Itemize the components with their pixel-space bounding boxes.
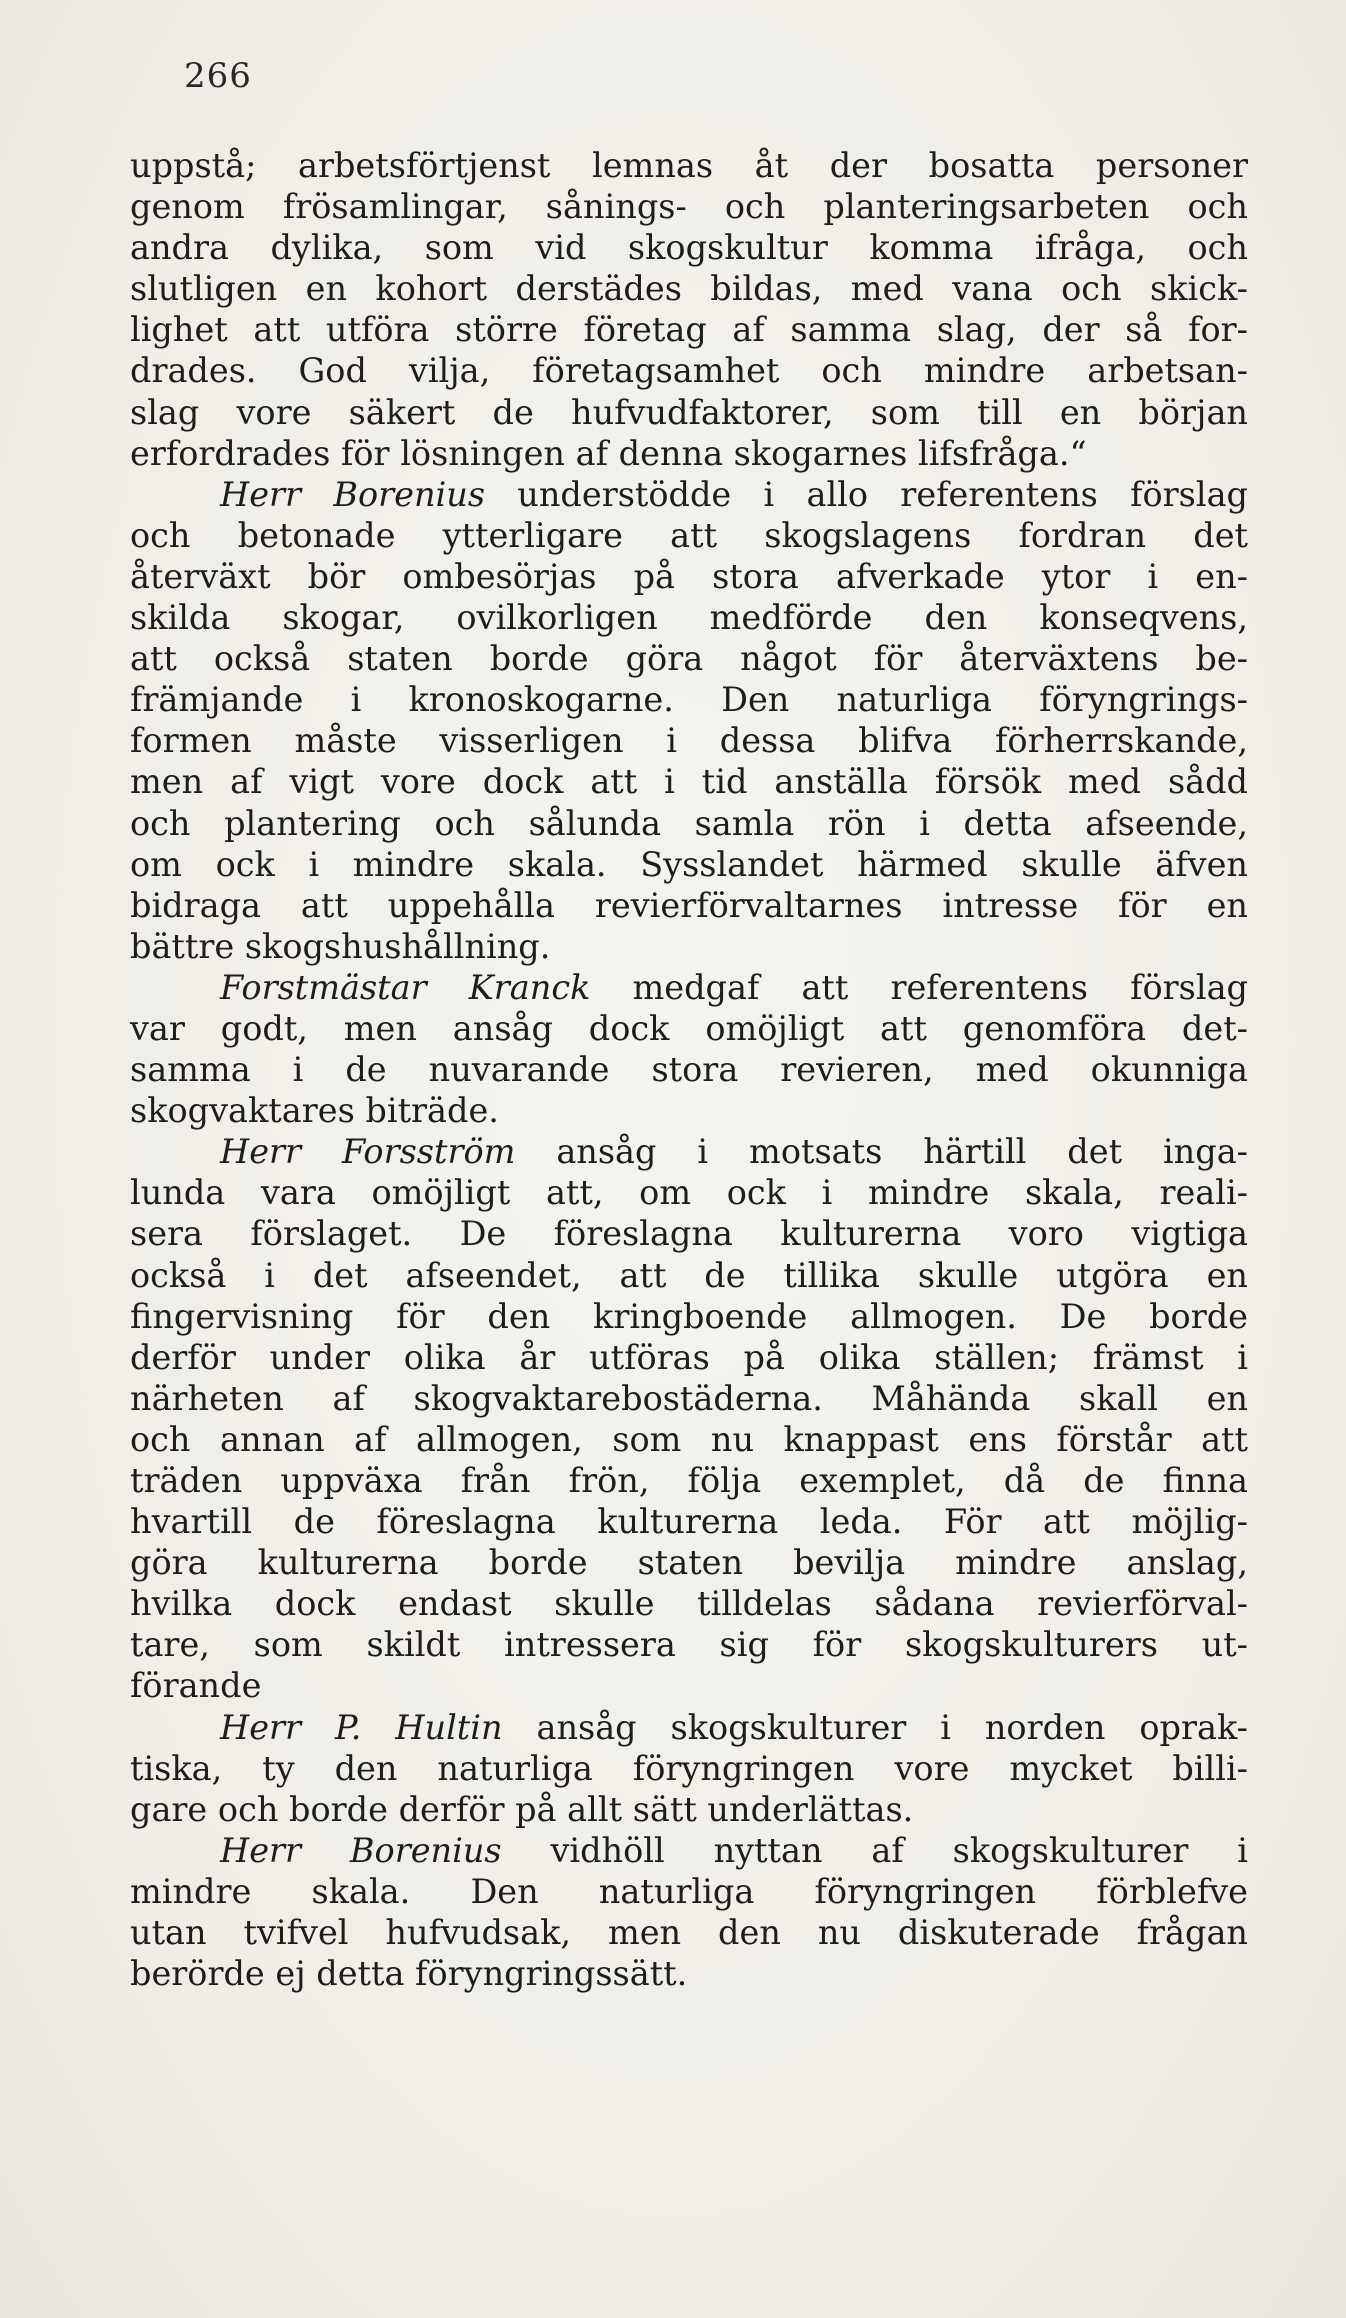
text-line (130, 761, 1248, 802)
paragraph (130, 474, 1248, 967)
text-segment: genom frösamlingar, sånings- och planteringsarbeten och (130, 187, 1248, 227)
text-line (130, 1871, 1248, 1912)
text-line (130, 679, 1248, 720)
text-segment: närheten af skogvaktarebostäderna. Måhända skall en (130, 1378, 1248, 1418)
text-line (130, 1090, 1248, 1131)
text-segment: lighet att utföra större företag af samma slag, der så for- (130, 310, 1248, 350)
text-line (130, 1542, 1248, 1583)
text-segment: andra dylika, som vid skogskultur komma ifråga, och (130, 228, 1248, 268)
text-line (130, 1131, 1248, 1172)
text-line (130, 1830, 1248, 1871)
text-line (130, 1953, 1248, 1994)
text-segment: men af vigt vore dock att i tid anställa försök med sådd (130, 762, 1248, 802)
text-line (130, 350, 1248, 391)
text-segment: bidraga att uppehålla revierförvaltarnes intresse för en (130, 885, 1248, 925)
text-line (130, 1049, 1248, 1090)
text-segment: göra kulturerna borde staten bevilja mindre anslag, (130, 1543, 1248, 1583)
text-segment: sera förslaget. De föreslagna kulturerna voro vigtiga (130, 1214, 1248, 1254)
text-line (130, 1748, 1248, 1789)
text-segment: slutligen en kohort derstädes bildas, med vana och skick- (130, 269, 1248, 309)
text-line (130, 515, 1248, 556)
text-line (130, 474, 1248, 515)
text-line (130, 1707, 1248, 1748)
text-segment: hvilka dock endast skulle tilldelas sådana revierförval- (130, 1584, 1248, 1624)
text-segment: samma i de nuvarande stora revieren, med okunniga (130, 1050, 1248, 1090)
text-segment: återväxt bör ombesörjas på stora afverkade ytor i en- (130, 556, 1248, 596)
speaker-name: Herr P. Hultin (220, 1707, 503, 1747)
text-line (130, 885, 1248, 926)
text-line (130, 597, 1248, 638)
text-segment: förande (130, 1666, 262, 1706)
text-line (130, 1460, 1248, 1501)
text-line (130, 720, 1248, 761)
text-segment: främjande i kronoskogarne. Den naturliga föryngrings- (130, 680, 1248, 720)
text-line (130, 844, 1248, 885)
text-segment: skogvaktares biträde. (130, 1091, 499, 1131)
paragraph (130, 1707, 1248, 1830)
text-segment: träden uppväxa från frön, följa exemplet, då de finna (130, 1461, 1248, 1500)
text-line (130, 1419, 1248, 1460)
text-segment: och betonade ytterligare att skogslagens fordran det (130, 515, 1248, 555)
text-segment: berörde ej detta föryngringssätt. (130, 1954, 688, 1994)
paragraph (130, 967, 1248, 1131)
text-line (130, 1296, 1248, 1337)
text-segment: understödde i allo referentens förslag (485, 474, 1248, 514)
text-segment: att också staten borde göra något för återväxtens be- (130, 639, 1248, 679)
text-segment: hvartill de föreslagna kulturerna leda. För att möjlig- (130, 1502, 1248, 1542)
text-line (130, 1912, 1248, 1953)
text-segment: tare, som skildt intressera sig för skogskulturers ut- (130, 1625, 1248, 1665)
speaker-name: Herr Borenius (220, 1830, 502, 1870)
text-segment: ansåg i motsats härtill det inga- (515, 1132, 1248, 1172)
body-text (130, 145, 1248, 1994)
text-line (130, 433, 1248, 474)
speaker-name: Herr Forsström (220, 1132, 516, 1172)
text-segment: skilda skogar, ovilkorligen medförde den konseqvens, (130, 598, 1248, 638)
text-line (130, 227, 1248, 268)
text-segment: erfordrades för lösningen af denna skogarnes lifsfråga.“ (130, 433, 1087, 473)
text-line (130, 1501, 1248, 1542)
text-segment: också i det afseendet, att de tillika skulle utgöra en (130, 1255, 1248, 1295)
text-segment: och annan af allmogen, som nu knappast ens förstår att (130, 1419, 1248, 1459)
text-segment: och plantering och sålunda samla rön i detta afseende, (130, 803, 1248, 843)
text-segment: om ock i mindre skala. Sysslandet härmed skulle äfven (130, 844, 1248, 884)
text-segment: bättre skogshushållning. (130, 926, 551, 966)
text-line (130, 556, 1248, 597)
text-segment: uppstå; arbetsförtjenst lemnas åt der bosatta personer (130, 146, 1248, 185)
text-line (130, 1337, 1248, 1378)
text-line (130, 1008, 1248, 1049)
speaker-name: Herr Borenius (220, 474, 486, 514)
paragraph (130, 145, 1248, 474)
text-segment: slag vore säkert de hufvudfaktorer, som till en början (130, 392, 1248, 432)
text-line (130, 309, 1248, 350)
text-line (130, 1255, 1248, 1296)
text-line (130, 926, 1248, 967)
text-line (130, 1624, 1248, 1665)
text-segment: vidhöll nyttan af skogskulturer i (501, 1830, 1248, 1870)
text-segment: derför under olika år utföras på olika ställen; främst i (130, 1337, 1248, 1377)
text-line (130, 1583, 1248, 1624)
text-line (130, 638, 1248, 679)
text-segment: lunda vara omöjligt att, om ock i mindre skala, reali- (130, 1173, 1248, 1213)
page-number: 266 (184, 56, 252, 96)
paragraph (130, 1830, 1248, 1994)
text-line (130, 967, 1248, 1008)
text-segment: drades. God vilja, företagsamhet och mindre arbetsan- (130, 351, 1248, 391)
paragraph (130, 1131, 1248, 1706)
text-line (130, 1172, 1248, 1213)
text-line (130, 1378, 1248, 1419)
text-segment: utan tvifvel hufvudsak, men den nu diskuterade frågan (130, 1913, 1248, 1953)
text-line (130, 392, 1248, 433)
text-segment: gare och borde derför på allt sätt underlättas. (130, 1789, 914, 1829)
text-line (130, 268, 1248, 309)
text-line (130, 1665, 1248, 1706)
text-segment: ansåg skogskulturer i norden oprak- (502, 1707, 1249, 1747)
text-line (130, 803, 1248, 844)
text-segment: mindre skala. Den naturliga föryngringen förblefve (130, 1871, 1248, 1911)
text-segment: medgaf att referentens förslag (590, 967, 1248, 1007)
text-segment: var godt, men ansåg dock omöjligt att genomföra det- (130, 1008, 1248, 1048)
text-line (130, 145, 1248, 186)
text-line (130, 1789, 1248, 1830)
text-line (130, 1213, 1248, 1254)
speaker-name: Forstmästar Kranck (220, 967, 591, 1007)
text-segment: formen måste visserligen i dessa blifva förherrskande, (130, 721, 1248, 761)
text-segment: fingervisning för den kringboende allmogen. De borde (130, 1296, 1248, 1336)
text-line (130, 186, 1248, 227)
text-segment: tiska, ty den naturliga föryngringen vore mycket billi- (130, 1748, 1248, 1788)
